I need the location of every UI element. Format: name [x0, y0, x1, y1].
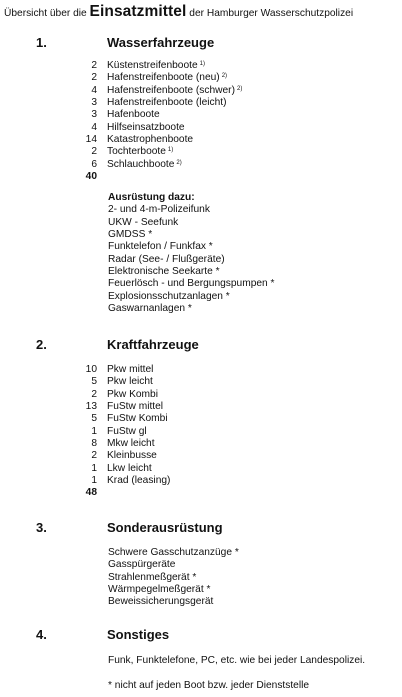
- item-count: 2: [91, 388, 97, 400]
- list-item: [0, 134, 402, 146]
- equipment-block: [108, 192, 275, 315]
- item-name: Pkw mittel: [107, 364, 154, 375]
- item-name: Hafenstreifenboote (neu): [107, 72, 220, 84]
- item-count: 14: [85, 134, 97, 146]
- list-item: [0, 401, 402, 413]
- section-number: 2.: [36, 337, 47, 352]
- equipment-item: Funktelefon / Funkfax *: [108, 241, 213, 253]
- list-item: Gasspürgeräte: [108, 559, 176, 571]
- section-title: Sonstiges: [107, 627, 170, 642]
- equipment-item: Gaswarnanlagen *: [108, 303, 192, 315]
- item-count: 4: [91, 121, 97, 133]
- section-title: Sonderausrüstung: [107, 520, 223, 535]
- equipment-item: Elektronische Seekarte *: [108, 266, 220, 278]
- item-name: Hafenboote: [107, 109, 160, 121]
- item-count: 8: [91, 438, 97, 450]
- header-title: Einsatzmittel: [89, 3, 187, 20]
- section-title: Wasserfahrzeuge: [107, 35, 215, 50]
- total-row: [0, 171, 402, 183]
- list-item: [0, 364, 402, 376]
- list-item: Schwere Gasschutzanzüge *: [108, 547, 239, 558]
- vessel-list: [0, 60, 402, 183]
- list-item: [0, 463, 402, 475]
- item-count: 2: [91, 450, 97, 462]
- item-count: 4: [91, 84, 97, 96]
- item-count: 3: [91, 97, 97, 109]
- item-name: Pkw Kombi: [107, 388, 158, 400]
- list-item: [0, 122, 402, 134]
- list-item: [0, 450, 402, 462]
- item-count: 6: [91, 158, 97, 170]
- list-item: [0, 60, 402, 72]
- list-item: [0, 475, 402, 487]
- list-item: Strahlenmeßgerät *: [108, 571, 197, 583]
- list-item: [0, 109, 402, 121]
- footnote-marker: 1): [199, 61, 205, 67]
- special-equipment-list: [108, 547, 239, 609]
- footnote-marker: 2): [236, 85, 243, 92]
- equipment-item: 2- und 4-m-Polizeifunk: [108, 204, 210, 216]
- item-count: 3: [91, 109, 97, 121]
- header-prefix: Übersicht über die: [4, 8, 87, 19]
- list-item: [0, 438, 402, 450]
- footnote-marker: 2): [176, 159, 182, 166]
- total-count: 40: [85, 171, 97, 183]
- item-name: Krad (leasing): [107, 475, 171, 487]
- item-count: 2: [91, 146, 97, 158]
- header-suffix: der Hamburger Wasserschutzpolizei: [189, 8, 354, 19]
- equipment-item: Feuerlösch - und Bergungspumpen *: [108, 278, 275, 290]
- sonstiges-text: Funk, Funktelefone, PC, etc. wie bei jeder Landespolizei.: [108, 655, 366, 666]
- section-number: 3.: [36, 520, 47, 535]
- section-number: 1.: [36, 35, 47, 50]
- item-count: 10: [85, 364, 97, 375]
- footnote-marker: 1): [167, 147, 174, 154]
- list-item: [0, 146, 402, 158]
- item-count: 2: [91, 72, 97, 84]
- vehicle-list: [0, 364, 402, 500]
- item-count: 1: [91, 425, 97, 437]
- list-item: [0, 376, 402, 388]
- item-name: Hilfseinsatzboote: [107, 121, 185, 133]
- page-header: [4, 4, 400, 22]
- footnote: * nicht auf jeden Boot bzw. jeder Dienststelle: [108, 680, 310, 691]
- list-item: [0, 85, 402, 97]
- item-count: 5: [91, 376, 97, 388]
- section-title: Kraftfahrzeuge: [107, 337, 199, 352]
- total-row: [0, 487, 402, 499]
- list-item: [0, 426, 402, 438]
- item-name: Pkw leicht: [107, 376, 153, 388]
- item-name: Tochterboote: [107, 146, 166, 158]
- total-count: 48: [85, 487, 97, 499]
- list-item: Wärmpegelmeßgerät *: [108, 584, 211, 596]
- list-item: [0, 159, 402, 171]
- item-name: Mkw leicht: [107, 438, 155, 450]
- item-count: 5: [91, 413, 97, 425]
- item-name: Lkw leicht: [107, 462, 152, 474]
- item-name: FuStw gl: [107, 425, 147, 437]
- item-name: Hafenstreifenboote (leicht): [107, 97, 227, 109]
- section-number: 4.: [36, 627, 47, 642]
- list-item: Beweissicherungsgerät: [108, 596, 214, 608]
- item-name: Hafenstreifenboote (schwer): [107, 84, 235, 96]
- list-item: [0, 413, 402, 425]
- item-name: FuStw mittel: [107, 401, 164, 413]
- item-count: 1: [91, 462, 97, 474]
- item-count: 1: [91, 475, 97, 487]
- item-name: Schlauchboote: [107, 158, 175, 170]
- equipment-item: Explosionsschutzanlagen *: [108, 290, 230, 302]
- item-name: Kleinbusse: [107, 450, 157, 462]
- item-count: 2: [91, 60, 97, 71]
- equipment-item: UKW - Seefunk: [108, 216, 179, 228]
- item-name: FuStw Kombi: [107, 413, 168, 425]
- equipment-item: Radar (See- / Flußgeräte): [108, 253, 225, 265]
- equipment-item: GMDSS *: [108, 229, 153, 241]
- footnote-marker: 2): [221, 73, 228, 80]
- equipment-heading: Ausrüstung dazu:: [108, 192, 195, 203]
- item-count: 13: [85, 401, 97, 413]
- list-item: [0, 389, 402, 401]
- list-item: [0, 72, 402, 84]
- list-item: [0, 97, 402, 109]
- item-name: Katastrophenboote: [107, 134, 194, 146]
- item-name: Küstenstreifenboote: [107, 60, 198, 71]
